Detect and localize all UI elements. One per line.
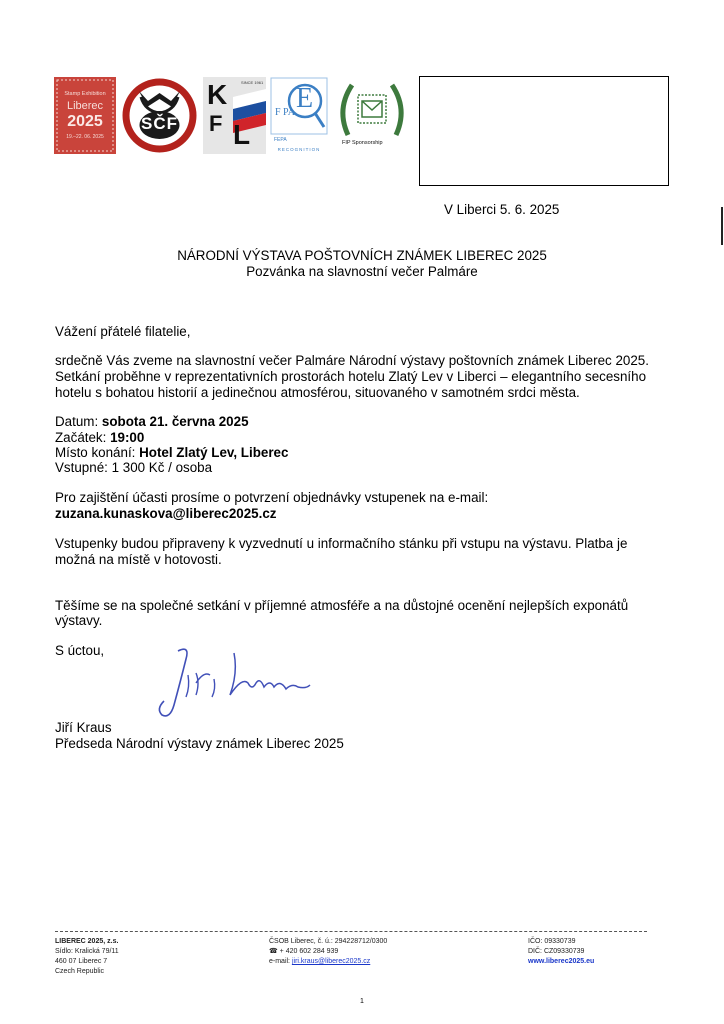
footer-col-company [55,937,119,977]
closing-line: výstavy. [55,613,103,628]
fepa-small-letters: F PA [275,107,295,118]
fip-logo [334,77,410,154]
footer-email-row [269,957,387,967]
event-date [55,414,249,430]
event-start-label: Začátek: [55,430,111,445]
handwritten-signature [150,643,320,725]
footer-divider [55,931,647,932]
address-window-box [419,76,669,186]
kfl-letter-k: K [207,79,228,110]
letter-title: NÁRODNÍ VÝSTAVA POŠTOVNÍCH ZNÁMEK LIBEREC 2025 [177,248,547,263]
kfl-since: SINCE 1961 [241,80,264,85]
footer-ico: IČO: 09330739 [528,938,576,945]
margin-mark [721,207,723,245]
regards: S úctou, [55,643,105,658]
fip-wreath-icon [334,77,410,147]
scf-logo [121,77,198,154]
kfl-letter-l: L [233,119,251,150]
footer-company-name: LIBEREC 2025, z.s. [55,938,119,945]
page-number: 1 [360,998,364,1005]
letter-subtitle: Pozvánka na slavnostní večer Palmáre [246,264,478,279]
date-place: V Liberci 5. 6. 2025 [444,202,560,217]
footer-col-contact [269,937,387,967]
rsvp-text: Pro zajištění účasti prosíme o potvrzení objednávky vstupenek na e-mail: [55,490,489,505]
footer-company-line: Czech Republic [55,968,105,975]
event-venue-value: Hotel Zlatý Lev, Liberec [139,445,289,460]
stamp-logo-line2: Liberec [66,100,104,112]
footer-phone: ☎ + 420 602 284 939 [269,948,339,955]
stamp-logo-line1: Stamp Exhibition [64,91,106,97]
event-venue [55,445,288,461]
event-venue-label: Místo konání: [55,445,140,460]
event-date-value: sobota 21. června 2025 [101,414,249,429]
kfl-logo [203,77,266,154]
kfl-letter-f: F [209,111,223,136]
intro-line: Setkání proběhne v reprezentativních prostorách hotelu Zlatý Lev v Liberci – elegantního secesního [55,369,647,384]
fepa-bottom: FEPA [274,137,287,143]
closing-line: Těšíme se na společné setkání v příjemné atmosféře a na důstojné ocenění nejlepších exponátů [55,598,629,613]
intro-line: srdečně Vás zveme na slavnostní večer Palmáre Národní výstavy poštovních známek Liberec 2025. [55,353,649,368]
fepa-caption: RECOGNITION [277,147,321,152]
footer-website-link[interactable]: www.liberec2025.eu [528,958,595,965]
footer-bank: ČSOB Liberec, č. ú.: 294228712/0300 [269,938,388,945]
footer-col-ids [528,937,594,967]
intro-line: hotelu s bohatou historií a jedinečnou atmosférou, situovaného v samotném srdci města. [55,385,580,400]
fepa-big-letter: E [296,83,314,114]
footer-email-link[interactable]: jiri.kraus@liberec2025.cz [291,958,371,965]
signer-name: Jiří Kraus [55,720,112,735]
event-date-label: Datum: [55,414,102,429]
fip-caption: FIP Sponsorship [342,140,383,146]
event-start [55,430,144,446]
stamp-exhibition-logo [54,77,116,154]
event-fee: Vstupné: 1 300 Kč / osoba [55,460,213,475]
footer-company-line: 460 07 Liberec 7 [55,958,108,965]
event-start-value: 19:00 [110,430,145,445]
fepa-logo [270,77,328,154]
rsvp-email-link[interactable]: zuzana.kunaskova@liberec2025.cz [55,506,277,521]
stamp-logo-line4: 19.–22. 06. 2025 [66,134,104,140]
footer-dic: DIČ: CZ09330739 [528,948,585,955]
signature-text: Jiří Kraus [150,723,155,724]
footer-email-label: e-mail: [269,958,292,965]
signer-role: Předseda Národní výstavy známek Liberec 2025 [55,736,344,751]
stamp-logo-line3: 2025 [67,113,103,130]
tickets-line: možná na místě v hotovosti. [55,552,222,567]
footer-company-line: Sídlo: Kralická 79/11 [55,948,119,955]
scf-logo-text: SČF [141,114,178,133]
tickets-line: Vstupenky budou připraveny k vyzvednutí u informačního stánku při vstupu na výstavu. Platba je [55,536,628,551]
greeting: Vážení přátelé filatelie, [55,324,191,339]
